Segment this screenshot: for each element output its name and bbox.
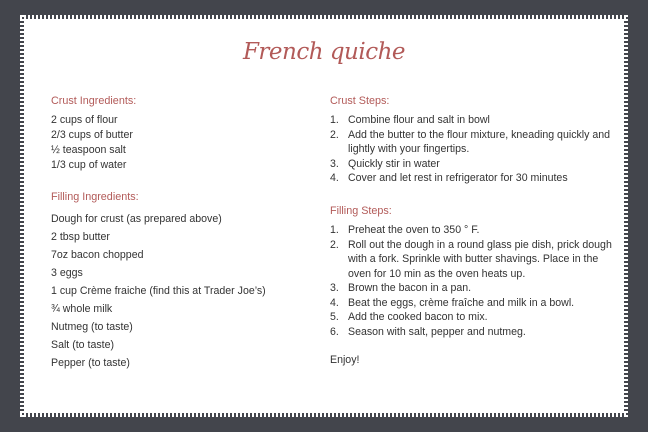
filling-step: 6. Season with salt, pepper and nutmeg. — [330, 325, 526, 338]
filling-step: 5. Add the cooked bacon to mix. — [330, 311, 488, 323]
filling-ingredient-item: 1 cup Crème fraiche (find this at Trader Joe’s) — [51, 285, 266, 297]
crust-steps-heading: Crust Steps: — [330, 95, 390, 107]
filling-ingredient-item: ¾ whole milk — [51, 303, 113, 315]
filling-ingredient-item: 3 eggs — [51, 267, 83, 279]
crust-step: 1. Combine flour and salt in bowl — [330, 114, 490, 126]
crust-steps-list — [330, 113, 620, 186]
crust-step: 4. Cover and let rest in refrigerator for 30 minutes — [330, 172, 568, 184]
crust-step: 2. Add the butter to the flour mixture, kneading quickly and lightly with your fingertips. — [330, 128, 611, 155]
filling-step: 1. Preheat the oven to 350 ° F. — [330, 224, 480, 236]
filling-ingredient-item: 2 tbsp butter — [51, 231, 110, 243]
filling-ingredient-item: Nutmeg (to taste) — [51, 321, 133, 333]
crust-ingredient-item: 2 cups of flour — [51, 114, 118, 126]
filling-step: 2. Roll out the dough in a round glass pie dish, prick dough with a fork. Sprinkle with butter shavings. Place in the oven for 10 min as the oven heats up. — [330, 238, 612, 280]
filling-ingredient-item: Salt (to taste) — [51, 339, 114, 351]
crust-ingredient-item: 1/3 cup of water — [51, 159, 127, 171]
closing-text: Enjoy! — [330, 354, 360, 366]
crust-ingredient-item: 2/3 cups of butter — [51, 129, 133, 141]
filling-ingredient-item: 7oz bacon chopped — [51, 249, 144, 261]
filling-step: 3. Brown the bacon in a pan. — [330, 282, 472, 294]
crust-ingredients-heading: Crust Ingredients: — [51, 95, 137, 107]
filling-ingredients-heading: Filling Ingredients: — [51, 191, 139, 203]
filling-step: 4. Beat the eggs, crème fraîche and milk in a bowl. — [330, 296, 575, 309]
filling-steps-heading: Filling Steps: — [330, 205, 392, 217]
filling-ingredient-item: Pepper (to taste) — [51, 357, 130, 369]
recipe-title: French quiche — [242, 39, 406, 65]
recipe-card — [24, 19, 624, 413]
filling-ingredient-item: Dough for crust (as prepared above) — [51, 213, 222, 225]
filling-steps-list — [330, 223, 620, 339]
crust-step: 3. Quickly stir in water — [330, 157, 440, 170]
crust-ingredient-item: ½ teaspoon salt — [51, 144, 126, 156]
